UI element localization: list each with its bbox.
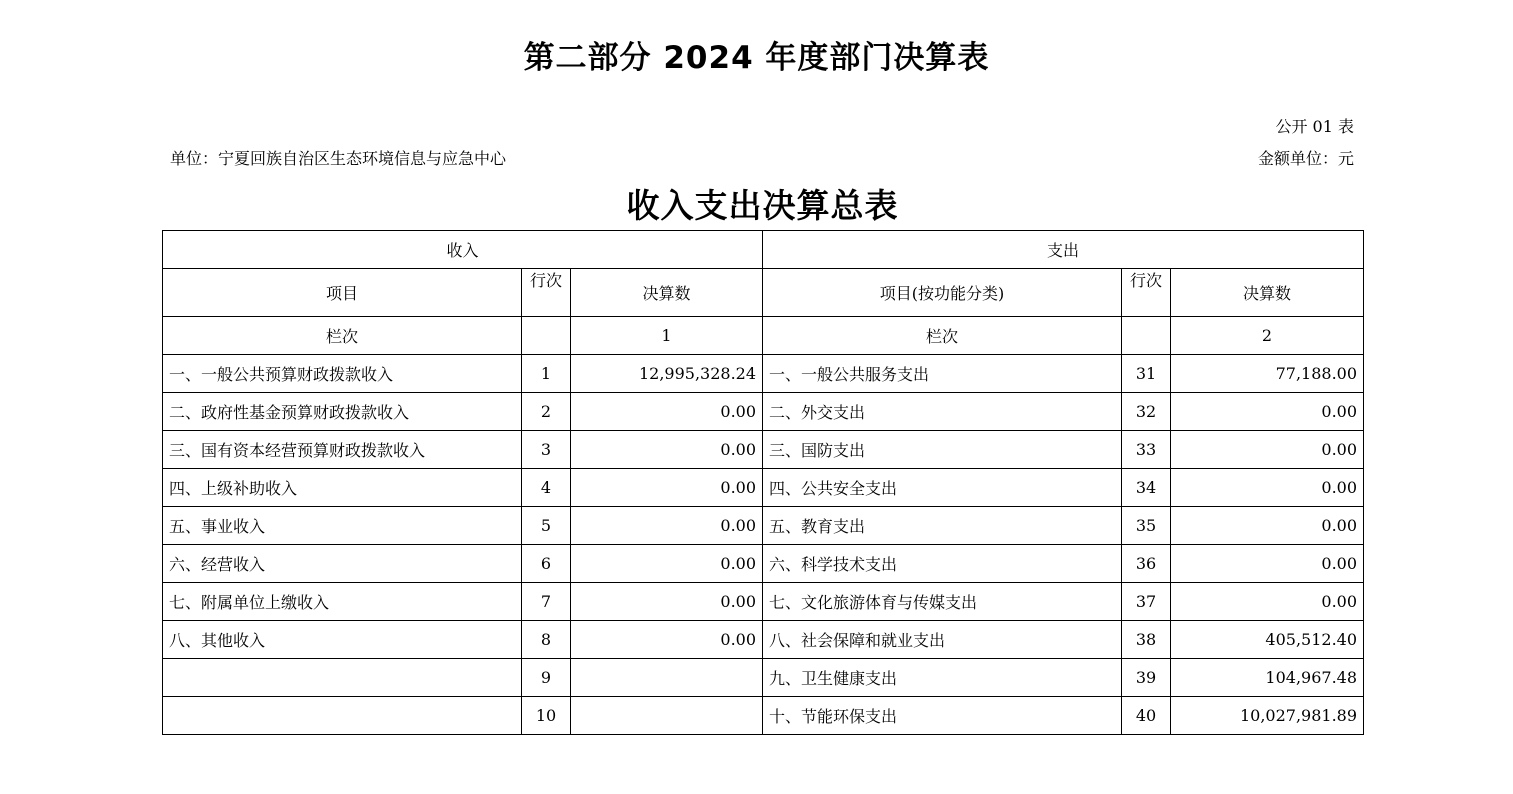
expense-amount-cell: 0.00 <box>1171 583 1364 621</box>
income-rowno-cell: 3 <box>522 431 571 469</box>
income-rowno-cell: 7 <box>522 583 571 621</box>
expense-item-cell: 四、公共安全支出 <box>763 469 1122 507</box>
expense-rowno-cell: 32 <box>1122 393 1171 431</box>
expense-amount-cell: 0.00 <box>1171 469 1364 507</box>
unit-label: 单位：宁夏回族自治区生态环境信息与应急中心 <box>170 149 507 168</box>
table-row <box>163 545 1364 583</box>
table-row <box>163 393 1364 431</box>
income-amount-cell <box>571 697 763 735</box>
expense-amount-cell: 104,967.48 <box>1171 659 1364 697</box>
expense-item-cell: 三、国防支出 <box>763 431 1122 469</box>
expense-rowno-cell: 35 <box>1122 507 1171 545</box>
table-row <box>163 659 1364 697</box>
column-header-row <box>163 269 1364 317</box>
currency-label: 金额单位：元 <box>1257 149 1354 168</box>
col-rowno2-header: 行次 <box>1122 269 1171 317</box>
expense-item-cell: 十、节能环保支出 <box>763 697 1122 735</box>
expense-rowno-cell: 39 <box>1122 659 1171 697</box>
expense-amount-cell: 0.00 <box>1171 393 1364 431</box>
col-item-func-header: 项目(按功能分类) <box>763 269 1122 317</box>
expense-rowno-cell: 33 <box>1122 431 1171 469</box>
income-amount-cell: 0.00 <box>571 393 763 431</box>
expense-item-cell: 九、卫生健康支出 <box>763 659 1122 697</box>
table-row <box>163 355 1364 393</box>
lane-label: 栏次 <box>163 317 522 355</box>
expense-rowno-cell: 34 <box>1122 469 1171 507</box>
income-rowno-cell: 2 <box>522 393 571 431</box>
income-rowno-cell: 10 <box>522 697 571 735</box>
income-expense-table <box>162 230 1364 735</box>
expense-rowno-cell: 40 <box>1122 697 1171 735</box>
expense-amount-cell: 405,512.40 <box>1171 621 1364 659</box>
income-amount-cell: 0.00 <box>571 545 763 583</box>
expense-amount-cell: 77,188.00 <box>1171 355 1364 393</box>
lane-2: 2 <box>1171 317 1364 355</box>
expense-rowno-cell: 37 <box>1122 583 1171 621</box>
expense-amount-cell: 0.00 <box>1171 431 1364 469</box>
expense-item-cell: 五、教育支出 <box>763 507 1122 545</box>
table-row <box>163 431 1364 469</box>
unit-line <box>170 146 1354 169</box>
income-amount-cell: 0.00 <box>571 469 763 507</box>
income-item-cell: 七、附属单位上缴收入 <box>163 583 522 621</box>
lane-rowno-empty <box>522 317 571 355</box>
expense-amount-cell: 0.00 <box>1171 545 1364 583</box>
income-item-cell: 二、政府性基金预算财政拨款收入 <box>163 393 522 431</box>
expense-rowno-cell: 38 <box>1122 621 1171 659</box>
table-title: 收入支出决算总表 <box>626 186 899 225</box>
income-rowno-cell: 8 <box>522 621 571 659</box>
page-title: 第二部分 2024 年度部门决算表 <box>523 40 990 76</box>
expense-header: 支出 <box>763 231 1364 269</box>
income-item-cell <box>163 659 522 697</box>
expense-amount-cell: 10,027,981.89 <box>1171 697 1364 735</box>
col-amount2-header: 决算数 <box>1171 269 1364 317</box>
income-rowno-cell: 9 <box>522 659 571 697</box>
lane-row <box>163 317 1364 355</box>
table-row <box>163 507 1364 545</box>
income-header: 收入 <box>163 231 763 269</box>
expense-rowno-cell: 31 <box>1122 355 1171 393</box>
expense-item-cell: 二、外交支出 <box>763 393 1122 431</box>
income-amount-cell: 0.00 <box>571 583 763 621</box>
expense-item-cell: 六、科学技术支出 <box>763 545 1122 583</box>
income-item-cell: 四、上级补助收入 <box>163 469 522 507</box>
income-item-cell: 三、国有资本经营预算财政拨款收入 <box>163 431 522 469</box>
lane-1: 1 <box>571 317 763 355</box>
income-rowno-cell: 1 <box>522 355 571 393</box>
expense-item-cell: 八、社会保障和就业支出 <box>763 621 1122 659</box>
expense-item-cell: 一、一般公共服务支出 <box>763 355 1122 393</box>
income-item-cell: 八、其他收入 <box>163 621 522 659</box>
table-row <box>163 469 1364 507</box>
income-amount-cell: 12,995,328.24 <box>571 355 763 393</box>
income-item-cell: 一、一般公共预算财政拨款收入 <box>163 355 522 393</box>
table-row <box>163 697 1364 735</box>
lane-rowno2-empty <box>1122 317 1171 355</box>
income-item-cell <box>163 697 522 735</box>
col-item-header: 项目 <box>163 269 522 317</box>
expense-item-cell: 七、文化旅游体育与传媒支出 <box>763 583 1122 621</box>
lane-label-2: 栏次 <box>763 317 1122 355</box>
income-rowno-cell: 6 <box>522 545 571 583</box>
expense-amount-cell: 0.00 <box>1171 507 1364 545</box>
table-code: 公开 01 表 <box>1275 117 1354 136</box>
income-amount-cell <box>571 659 763 697</box>
income-item-cell: 五、事业收入 <box>163 507 522 545</box>
income-amount-cell: 0.00 <box>571 507 763 545</box>
col-amount-header: 决算数 <box>571 269 763 317</box>
expense-rowno-cell: 36 <box>1122 545 1171 583</box>
income-amount-cell: 0.00 <box>571 621 763 659</box>
col-rowno-header: 行次 <box>522 269 571 317</box>
income-rowno-cell: 4 <box>522 469 571 507</box>
table-row <box>163 621 1364 659</box>
table-row <box>163 583 1364 621</box>
section-header-row <box>163 231 1364 269</box>
income-item-cell: 六、经营收入 <box>163 545 522 583</box>
income-rowno-cell: 5 <box>522 507 571 545</box>
income-amount-cell: 0.00 <box>571 431 763 469</box>
